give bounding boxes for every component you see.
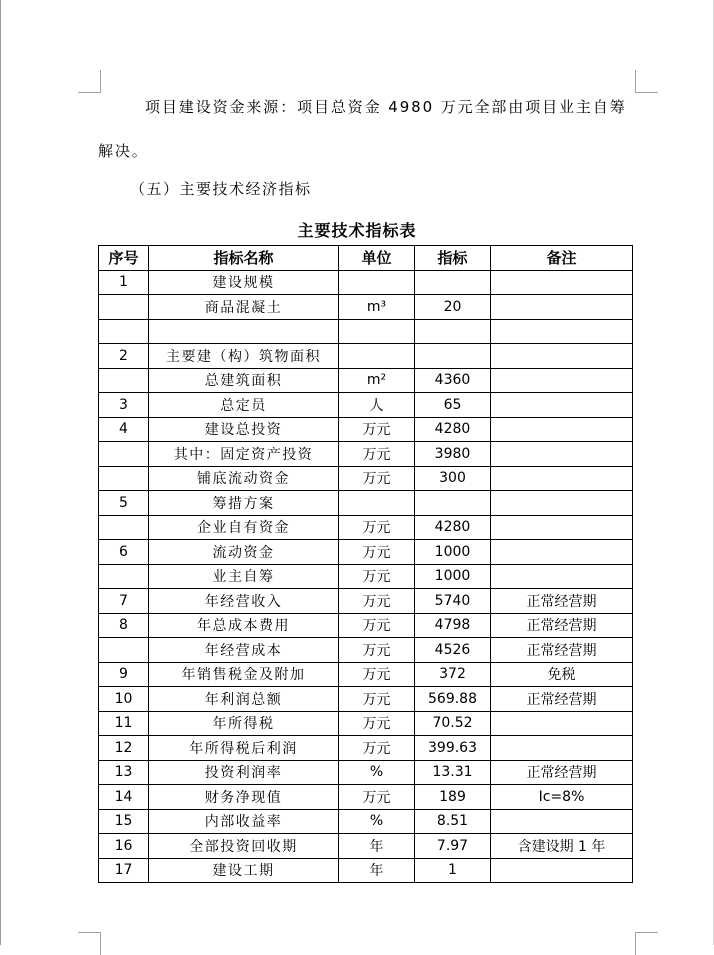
crop-mark-top-left xyxy=(78,70,101,93)
cell-remark: 免税 xyxy=(491,662,633,687)
table-row xyxy=(99,760,633,785)
cell-index: 2 xyxy=(99,344,149,369)
cell-unit: 万元 xyxy=(339,466,415,491)
cell-unit: 万元 xyxy=(339,564,415,589)
cell-indicator-name: 流动资金 xyxy=(149,540,339,565)
cell-value xyxy=(415,491,491,516)
cell-remark xyxy=(491,295,633,320)
cell-indicator-name: 财务净现值 xyxy=(149,785,339,810)
cell-index: 11 xyxy=(99,711,149,736)
cell-index xyxy=(99,466,149,491)
cell-unit: 万元 xyxy=(339,736,415,761)
cell-remark xyxy=(491,393,633,418)
cell-remark xyxy=(491,711,633,736)
cell-unit: 万元 xyxy=(339,687,415,712)
funding-paragraph-line1: 项目建设资金来源：项目总资金 4980 万元全部由项目业主自筹 xyxy=(145,98,627,116)
cell-remark xyxy=(491,368,633,393)
cell-remark: 含建设期 1 年 xyxy=(491,834,633,859)
cell-value: 372 xyxy=(415,662,491,687)
cell-value: 4280 xyxy=(415,417,491,442)
cell-unit: 万元 xyxy=(339,540,415,565)
table-row xyxy=(99,662,633,687)
cell-remark: 正常经营期 xyxy=(491,687,633,712)
table-row xyxy=(99,466,633,491)
cell-value: 4798 xyxy=(415,613,491,638)
cell-indicator-name: 业主自筹 xyxy=(149,564,339,589)
cell-unit: % xyxy=(339,760,415,785)
cell-indicator-name: 建设规模 xyxy=(149,270,339,295)
cell-value: 399.63 xyxy=(415,736,491,761)
cell-remark xyxy=(491,270,633,295)
cell-unit xyxy=(339,344,415,369)
table-row xyxy=(99,393,633,418)
cell-index: 17 xyxy=(99,858,149,883)
cell-index: 1 xyxy=(99,270,149,295)
table-header-row xyxy=(99,246,633,271)
cell-unit: % xyxy=(339,809,415,834)
table-row xyxy=(99,785,633,810)
cell-value xyxy=(415,270,491,295)
cell-value: 300 xyxy=(415,466,491,491)
cell-indicator-name: 年所得税 xyxy=(149,711,339,736)
cell-value: 3980 xyxy=(415,442,491,467)
table-row xyxy=(99,270,633,295)
funding-paragraph-line2: 解决。 xyxy=(98,142,149,160)
cell-unit xyxy=(339,270,415,295)
header-index: 序号 xyxy=(99,246,149,271)
cell-index: 7 xyxy=(99,589,149,614)
cell-index: 9 xyxy=(99,662,149,687)
header-remark: 备注 xyxy=(491,246,633,271)
cell-index xyxy=(99,515,149,540)
cell-unit: 万元 xyxy=(339,638,415,663)
cell-unit: 万元 xyxy=(339,589,415,614)
cell-value: 70.52 xyxy=(415,711,491,736)
cell-index: 13 xyxy=(99,760,149,785)
cell-remark xyxy=(491,540,633,565)
cell-remark xyxy=(491,417,633,442)
cell-index xyxy=(99,368,149,393)
cell-unit xyxy=(339,491,415,516)
cell-value: 4360 xyxy=(415,368,491,393)
cell-value: 189 xyxy=(415,785,491,810)
crop-mark-bottom-left xyxy=(78,932,101,955)
cell-index xyxy=(99,295,149,320)
cell-unit: m³ xyxy=(339,295,415,320)
cell-unit: 万元 xyxy=(339,662,415,687)
cell-remark: 正常经营期 xyxy=(491,589,633,614)
table-row xyxy=(99,417,633,442)
table-row xyxy=(99,809,633,834)
cell-remark: 正常经营期 xyxy=(491,760,633,785)
table-row xyxy=(99,638,633,663)
cell-indicator-name: 企业自有资金 xyxy=(149,515,339,540)
cell-value: 13.31 xyxy=(415,760,491,785)
header-unit: 单位 xyxy=(339,246,415,271)
table-row xyxy=(99,515,633,540)
table-row xyxy=(99,344,633,369)
cell-indicator-name: 年经营收入 xyxy=(149,589,339,614)
cell-indicator-name: 建设工期 xyxy=(149,858,339,883)
cell-indicator-name: 总建筑面积 xyxy=(149,368,339,393)
cell-unit: 万元 xyxy=(339,442,415,467)
cell-value: 4280 xyxy=(415,515,491,540)
cell-index xyxy=(99,442,149,467)
cell-index: 16 xyxy=(99,834,149,859)
cell-index: 8 xyxy=(99,613,149,638)
cell-indicator-name: 年经营成本 xyxy=(149,638,339,663)
cell-unit: 年 xyxy=(339,834,415,859)
cell-unit: 人 xyxy=(339,393,415,418)
cell-remark xyxy=(491,736,633,761)
cell-index: 15 xyxy=(99,809,149,834)
cell-unit xyxy=(339,319,415,344)
cell-value: 5740 xyxy=(415,589,491,614)
cell-remark: Ic=8% xyxy=(491,785,633,810)
cell-unit: m² xyxy=(339,368,415,393)
cell-indicator-name: 年销售税金及附加 xyxy=(149,662,339,687)
cell-index: 5 xyxy=(99,491,149,516)
cell-unit: 万元 xyxy=(339,711,415,736)
page-left-edge xyxy=(0,0,1,945)
crop-mark-bottom-right xyxy=(635,932,658,955)
cell-value: 569.88 xyxy=(415,687,491,712)
table-title: 主要技术指标表 xyxy=(297,221,417,240)
cell-indicator-name: 建设总投资 xyxy=(149,417,339,442)
cell-index xyxy=(99,638,149,663)
table-row xyxy=(99,589,633,614)
cell-remark xyxy=(491,515,633,540)
cell-indicator-name: 年总成本费用 xyxy=(149,613,339,638)
cell-indicator-name: 铺底流动资金 xyxy=(149,466,339,491)
cell-remark xyxy=(491,564,633,589)
cell-value: 1000 xyxy=(415,564,491,589)
cell-index xyxy=(99,319,149,344)
indicator-table xyxy=(98,245,633,883)
table-row xyxy=(99,834,633,859)
cell-value: 1 xyxy=(415,858,491,883)
cell-value: 20 xyxy=(415,295,491,320)
table-row xyxy=(99,540,633,565)
table-row xyxy=(99,368,633,393)
cell-remark xyxy=(491,319,633,344)
header-indicator-name: 指标名称 xyxy=(149,246,339,271)
cell-value: 4526 xyxy=(415,638,491,663)
cell-remark xyxy=(491,442,633,467)
cell-indicator-name xyxy=(149,319,339,344)
cell-indicator-name: 年利润总额 xyxy=(149,687,339,712)
table-row xyxy=(99,564,633,589)
cell-remark xyxy=(491,491,633,516)
cell-remark: 正常经营期 xyxy=(491,638,633,663)
cell-value: 65 xyxy=(415,393,491,418)
cell-value xyxy=(415,319,491,344)
cell-remark xyxy=(491,466,633,491)
cell-remark xyxy=(491,344,633,369)
cell-unit: 万元 xyxy=(339,613,415,638)
cell-remark xyxy=(491,858,633,883)
cell-index: 4 xyxy=(99,417,149,442)
cell-unit: 年 xyxy=(339,858,415,883)
cell-value xyxy=(415,344,491,369)
table-body xyxy=(99,270,633,883)
cell-value: 8.51 xyxy=(415,809,491,834)
cell-value: 1000 xyxy=(415,540,491,565)
cell-remark xyxy=(491,809,633,834)
cell-indicator-name: 商品混凝土 xyxy=(149,295,339,320)
cell-remark: 正常经营期 xyxy=(491,613,633,638)
cell-index: 12 xyxy=(99,736,149,761)
table-row xyxy=(99,687,633,712)
table-row xyxy=(99,295,633,320)
cell-indicator-name: 全部投资回收期 xyxy=(149,834,339,859)
cell-indicator-name: 总定员 xyxy=(149,393,339,418)
header-value: 指标 xyxy=(415,246,491,271)
cell-index: 3 xyxy=(99,393,149,418)
section-heading: （五）主要技术经济指标 xyxy=(130,180,312,198)
cell-indicator-name: 筹措方案 xyxy=(149,491,339,516)
table-row xyxy=(99,858,633,883)
cell-indicator-name: 其中：固定资产投资 xyxy=(149,442,339,467)
cell-index xyxy=(99,564,149,589)
table-row xyxy=(99,491,633,516)
cell-indicator-name: 主要建（构）筑物面积 xyxy=(149,344,339,369)
cell-indicator-name: 内部收益率 xyxy=(149,809,339,834)
cell-unit: 万元 xyxy=(339,515,415,540)
table-row xyxy=(99,442,633,467)
cell-index: 14 xyxy=(99,785,149,810)
cell-value: 7.97 xyxy=(415,834,491,859)
cell-indicator-name: 投资利润率 xyxy=(149,760,339,785)
cell-unit: 万元 xyxy=(339,417,415,442)
table-row xyxy=(99,736,633,761)
cell-indicator-name: 年所得税后利润 xyxy=(149,736,339,761)
cell-index: 6 xyxy=(99,540,149,565)
table-row xyxy=(99,613,633,638)
cell-index: 10 xyxy=(99,687,149,712)
table-row xyxy=(99,319,633,344)
crop-mark-top-right xyxy=(635,70,658,93)
cell-unit: 万元 xyxy=(339,785,415,810)
table-row xyxy=(99,711,633,736)
